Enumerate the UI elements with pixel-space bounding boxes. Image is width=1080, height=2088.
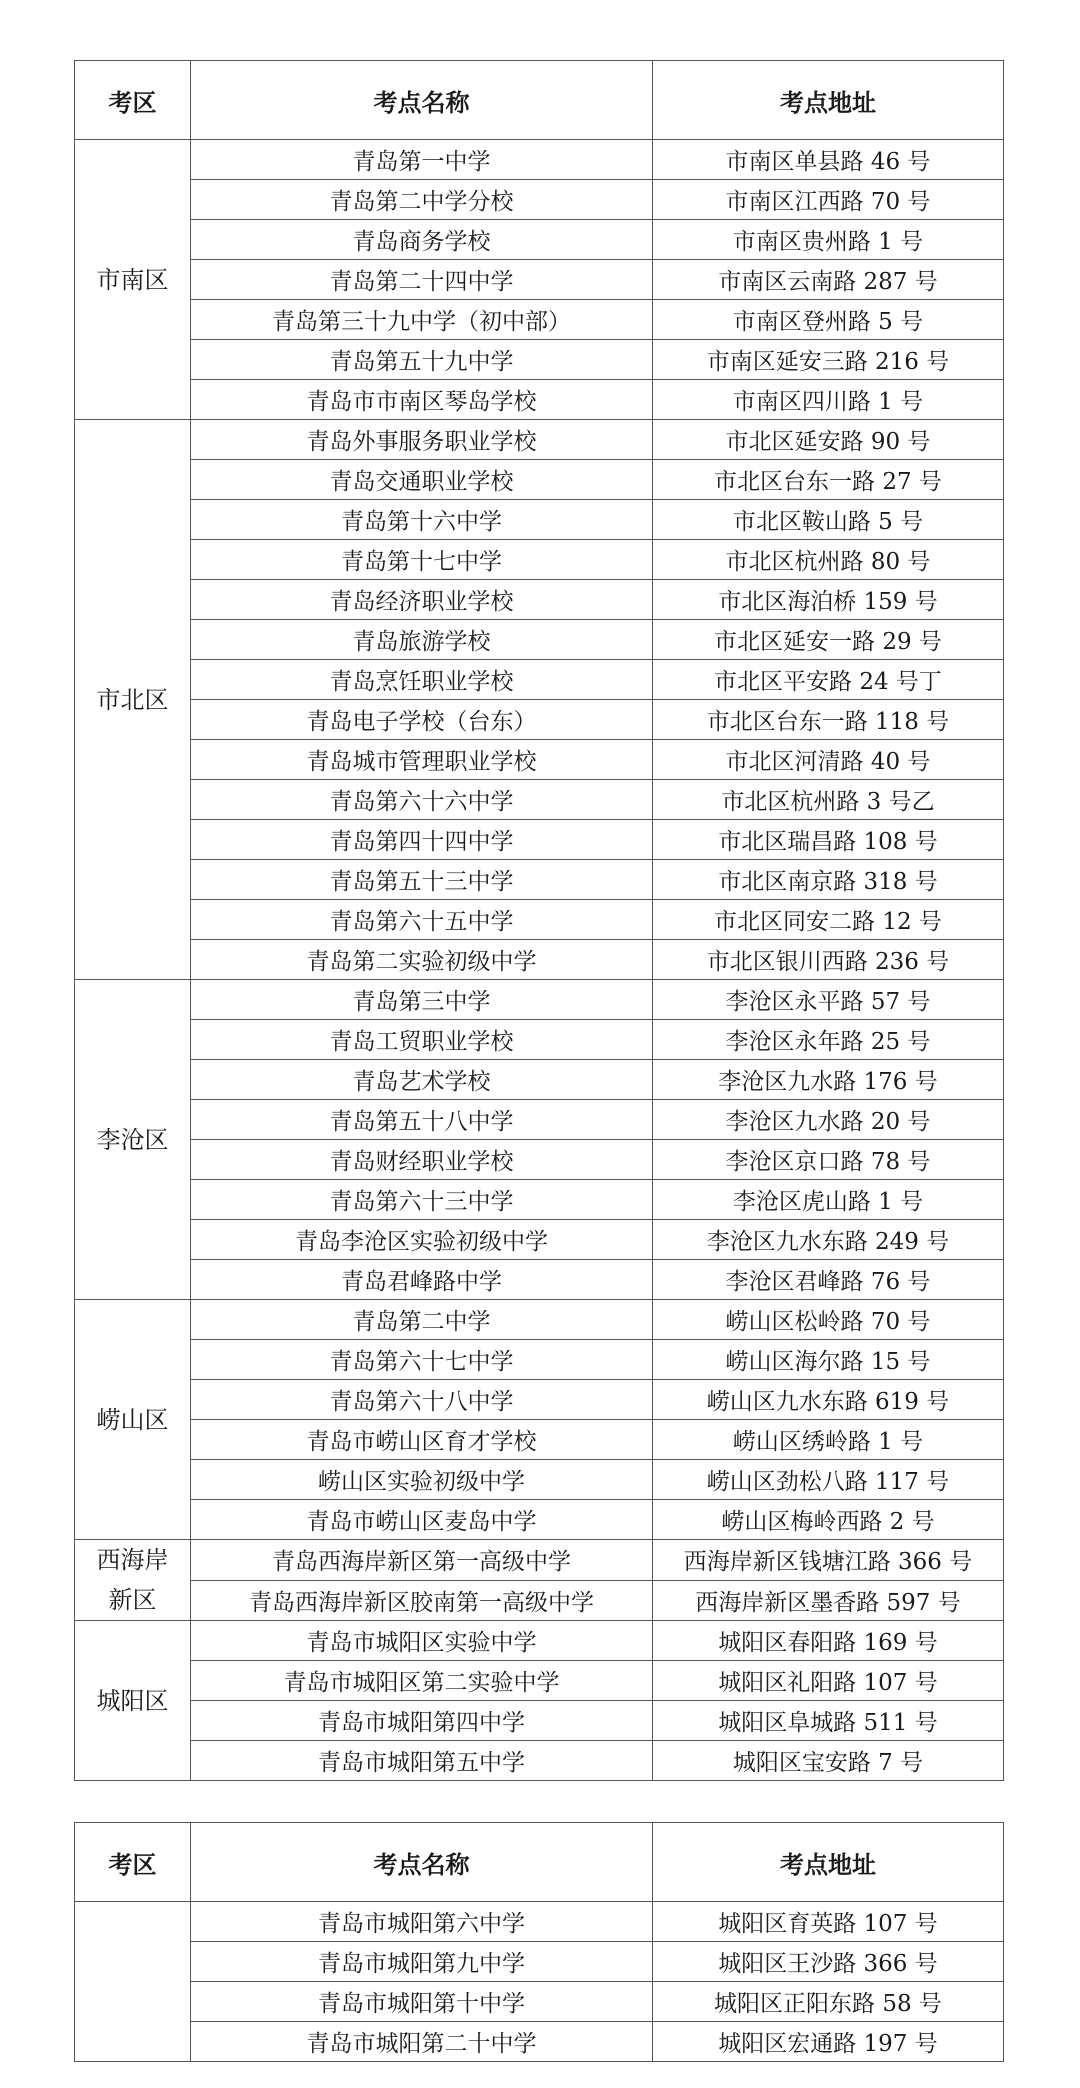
site-address-cell: 城阳区正阳东路 58 号: [653, 1982, 1004, 2022]
site-name-cell: 青岛市城阳区实验中学: [191, 1621, 653, 1661]
site-address-cell: 崂山区劲松八路 117 号: [653, 1460, 1004, 1500]
table-row: [75, 1420, 1004, 1460]
site-address-cell: 西海岸新区钱塘江路 366 号: [653, 1540, 1004, 1581]
site-name-cell: 青岛第五十三中学: [191, 860, 653, 900]
table-row: [75, 1942, 1004, 1982]
table-row: [75, 2022, 1004, 2062]
site-name-cell: 青岛旅游学校: [191, 620, 653, 660]
site-address-cell: 李沧区永年路 25 号: [653, 1020, 1004, 1060]
site-name-cell: 青岛市崂山区麦岛中学: [191, 1500, 653, 1540]
site-name-cell: 青岛第五十八中学: [191, 1100, 653, 1140]
site-name-cell: 青岛市崂山区育才学校: [191, 1420, 653, 1460]
header-row: [75, 61, 1004, 140]
table-body: [75, 140, 1004, 1781]
site-address-cell: 市南区登州路 5 号: [653, 300, 1004, 340]
header-district: 考区: [75, 1823, 191, 1902]
table-row: [75, 1621, 1004, 1661]
site-name-cell: 青岛市城阳第五中学: [191, 1741, 653, 1781]
header-district: 考区: [75, 61, 191, 140]
table-row: [75, 1661, 1004, 1701]
site-name-cell: 青岛财经职业学校: [191, 1140, 653, 1180]
site-address-cell: 城阳区育英路 107 号: [653, 1902, 1004, 1942]
site-address-cell: 崂山区海尔路 15 号: [653, 1340, 1004, 1380]
site-name-cell: 青岛烹饪职业学校: [191, 660, 653, 700]
site-address-cell: 崂山区梅岭西路 2 号: [653, 1500, 1004, 1540]
site-address-cell: 市南区延安三路 216 号: [653, 340, 1004, 380]
site-name-cell: 青岛艺术学校: [191, 1060, 653, 1100]
site-address-cell: 市北区瑞昌路 108 号: [653, 820, 1004, 860]
table-row: [75, 620, 1004, 660]
site-address-cell: 李沧区京口路 78 号: [653, 1140, 1004, 1180]
table-row: [75, 1500, 1004, 1540]
site-address-cell: 市北区延安路 90 号: [653, 420, 1004, 460]
header-address: 考点地址: [653, 1823, 1004, 1902]
site-address-cell: 李沧区九水东路 249 号: [653, 1220, 1004, 1260]
site-name-cell: 青岛第三中学: [191, 980, 653, 1020]
site-name-cell: 青岛第二中学分校: [191, 180, 653, 220]
site-address-cell: 市北区台东一路 27 号: [653, 460, 1004, 500]
site-address-cell: 市北区平安路 24 号丁: [653, 660, 1004, 700]
site-name-cell: 青岛第四十四中学: [191, 820, 653, 860]
table-row: [75, 700, 1004, 740]
site-name-cell: 青岛第十六中学: [191, 500, 653, 540]
site-address-cell: 崂山区松岭路 70 号: [653, 1300, 1004, 1340]
district-cell: 市北区: [75, 420, 191, 980]
table-row: [75, 1340, 1004, 1380]
site-name-cell: 青岛市市南区琴岛学校: [191, 380, 653, 420]
site-address-cell: 城阳区宝安路 7 号: [653, 1741, 1004, 1781]
table-row: [75, 1580, 1004, 1621]
site-address-cell: 城阳区春阳路 169 号: [653, 1621, 1004, 1661]
table-row: [75, 940, 1004, 980]
site-name-cell: 青岛君峰路中学: [191, 1260, 653, 1300]
table-row: [75, 540, 1004, 580]
site-address-cell: 城阳区王沙路 366 号: [653, 1942, 1004, 1982]
site-name-cell: 青岛城市管理职业学校: [191, 740, 653, 780]
site-address-cell: 市北区杭州路 80 号: [653, 540, 1004, 580]
site-address-cell: 市南区贵州路 1 号: [653, 220, 1004, 260]
table-row: [75, 740, 1004, 780]
exam-sites-table: [74, 60, 1004, 1781]
table-row: [75, 1020, 1004, 1060]
site-address-cell: 城阳区礼阳路 107 号: [653, 1661, 1004, 1701]
site-address-cell: 崂山区九水东路 619 号: [653, 1380, 1004, 1420]
site-name-cell: 青岛第二十四中学: [191, 260, 653, 300]
table-row: [75, 580, 1004, 620]
site-name-cell: 青岛第三十九中学（初中部）: [191, 300, 653, 340]
site-name-cell: 青岛第一中学: [191, 140, 653, 180]
table-row: [75, 1460, 1004, 1500]
table-body: [75, 1902, 1004, 2062]
district-cell: 崂山区: [75, 1300, 191, 1540]
site-address-cell: 市南区单县路 46 号: [653, 140, 1004, 180]
header-name: 考点名称: [191, 61, 653, 140]
site-name-cell: 青岛交通职业学校: [191, 460, 653, 500]
site-address-cell: 市北区南京路 318 号: [653, 860, 1004, 900]
table-row: [75, 1902, 1004, 1942]
site-name-cell: 青岛西海岸新区第一高级中学: [191, 1540, 653, 1581]
site-address-cell: 李沧区虎山路 1 号: [653, 1180, 1004, 1220]
site-address-cell: 城阳区宏通路 197 号: [653, 2022, 1004, 2062]
header-address: 考点地址: [653, 61, 1004, 140]
table-row: [75, 300, 1004, 340]
site-address-cell: 西海岸新区墨香路 597 号: [653, 1580, 1004, 1621]
site-address-cell: 市南区云南路 287 号: [653, 260, 1004, 300]
district-cell: 西海岸 新区: [75, 1540, 191, 1621]
site-name-cell: 青岛第六十五中学: [191, 900, 653, 940]
site-name-cell: 青岛第六十六中学: [191, 780, 653, 820]
table-row: [75, 1140, 1004, 1180]
site-name-cell: 青岛市城阳第六中学: [191, 1902, 653, 1942]
table-row: [75, 180, 1004, 220]
site-address-cell: 市南区江西路 70 号: [653, 180, 1004, 220]
table-row: [75, 860, 1004, 900]
table-row: [75, 1180, 1004, 1220]
table-row: [75, 1260, 1004, 1300]
table-row: [75, 340, 1004, 380]
table-row: [75, 1540, 1004, 1581]
table-row: [75, 220, 1004, 260]
site-name-cell: 青岛经济职业学校: [191, 580, 653, 620]
site-address-cell: 李沧区九水路 20 号: [653, 1100, 1004, 1140]
table-row: [75, 1741, 1004, 1781]
table-row: [75, 660, 1004, 700]
site-name-cell: 青岛市城阳第四中学: [191, 1701, 653, 1741]
table-row: [75, 420, 1004, 460]
site-name-cell: 青岛第五十九中学: [191, 340, 653, 380]
table-row: [75, 140, 1004, 180]
site-name-cell: 青岛第十七中学: [191, 540, 653, 580]
table-row: [75, 1060, 1004, 1100]
site-address-cell: 市北区鞍山路 5 号: [653, 500, 1004, 540]
site-name-cell: 青岛工贸职业学校: [191, 1020, 653, 1060]
site-name-cell: 青岛市城阳第二十中学: [191, 2022, 653, 2062]
table-row: [75, 1100, 1004, 1140]
table-row: [75, 500, 1004, 540]
site-address-cell: 李沧区永平路 57 号: [653, 980, 1004, 1020]
table-row: [75, 1220, 1004, 1260]
site-name-cell: 青岛电子学校（台东）: [191, 700, 653, 740]
site-address-cell: 市北区银川西路 236 号: [653, 940, 1004, 980]
site-name-cell: 青岛西海岸新区胶南第一高级中学: [191, 1580, 653, 1621]
site-name-cell: 青岛第二实验初级中学: [191, 940, 653, 980]
site-address-cell: 市北区延安一路 29 号: [653, 620, 1004, 660]
table-row: [75, 1701, 1004, 1741]
site-name-cell: 青岛第六十七中学: [191, 1340, 653, 1380]
site-address-cell: 市南区四川路 1 号: [653, 380, 1004, 420]
site-address-cell: 李沧区九水路 176 号: [653, 1060, 1004, 1100]
site-name-cell: 青岛市城阳区第二实验中学: [191, 1661, 653, 1701]
site-name-cell: 青岛商务学校: [191, 220, 653, 260]
header-row: [75, 1823, 1004, 1902]
site-name-cell: 青岛第六十八中学: [191, 1380, 653, 1420]
site-name-cell: 青岛外事服务职业学校: [191, 420, 653, 460]
site-address-cell: 城阳区阜城路 511 号: [653, 1701, 1004, 1741]
site-address-cell: 崂山区绣岭路 1 号: [653, 1420, 1004, 1460]
table-row: [75, 780, 1004, 820]
exam-sites-table-continued: [74, 1822, 1004, 2062]
district-cell: 市南区: [75, 140, 191, 420]
district-cell: 城阳区: [75, 1621, 191, 1781]
table-row: [75, 820, 1004, 860]
table-row: [75, 460, 1004, 500]
table-row: [75, 980, 1004, 1020]
table-row: [75, 1982, 1004, 2022]
site-name-cell: 崂山区实验初级中学: [191, 1460, 653, 1500]
table-row: [75, 260, 1004, 300]
site-name-cell: 青岛市城阳第十中学: [191, 1982, 653, 2022]
site-name-cell: 青岛第二中学: [191, 1300, 653, 1340]
table-row: [75, 900, 1004, 940]
table-row: [75, 1380, 1004, 1420]
district-cell: [75, 1902, 191, 2062]
table-row: [75, 1300, 1004, 1340]
site-name-cell: 青岛市城阳第九中学: [191, 1942, 653, 1982]
site-address-cell: 市北区河清路 40 号: [653, 740, 1004, 780]
site-name-cell: 青岛第六十三中学: [191, 1180, 653, 1220]
district-cell: 李沧区: [75, 980, 191, 1300]
site-address-cell: 市北区台东一路 118 号: [653, 700, 1004, 740]
site-address-cell: 市北区海泊桥 159 号: [653, 580, 1004, 620]
header-name: 考点名称: [191, 1823, 653, 1902]
site-address-cell: 李沧区君峰路 76 号: [653, 1260, 1004, 1300]
site-address-cell: 市北区同安二路 12 号: [653, 900, 1004, 940]
table-row: [75, 380, 1004, 420]
site-address-cell: 市北区杭州路 3 号乙: [653, 780, 1004, 820]
site-name-cell: 青岛李沧区实验初级中学: [191, 1220, 653, 1260]
